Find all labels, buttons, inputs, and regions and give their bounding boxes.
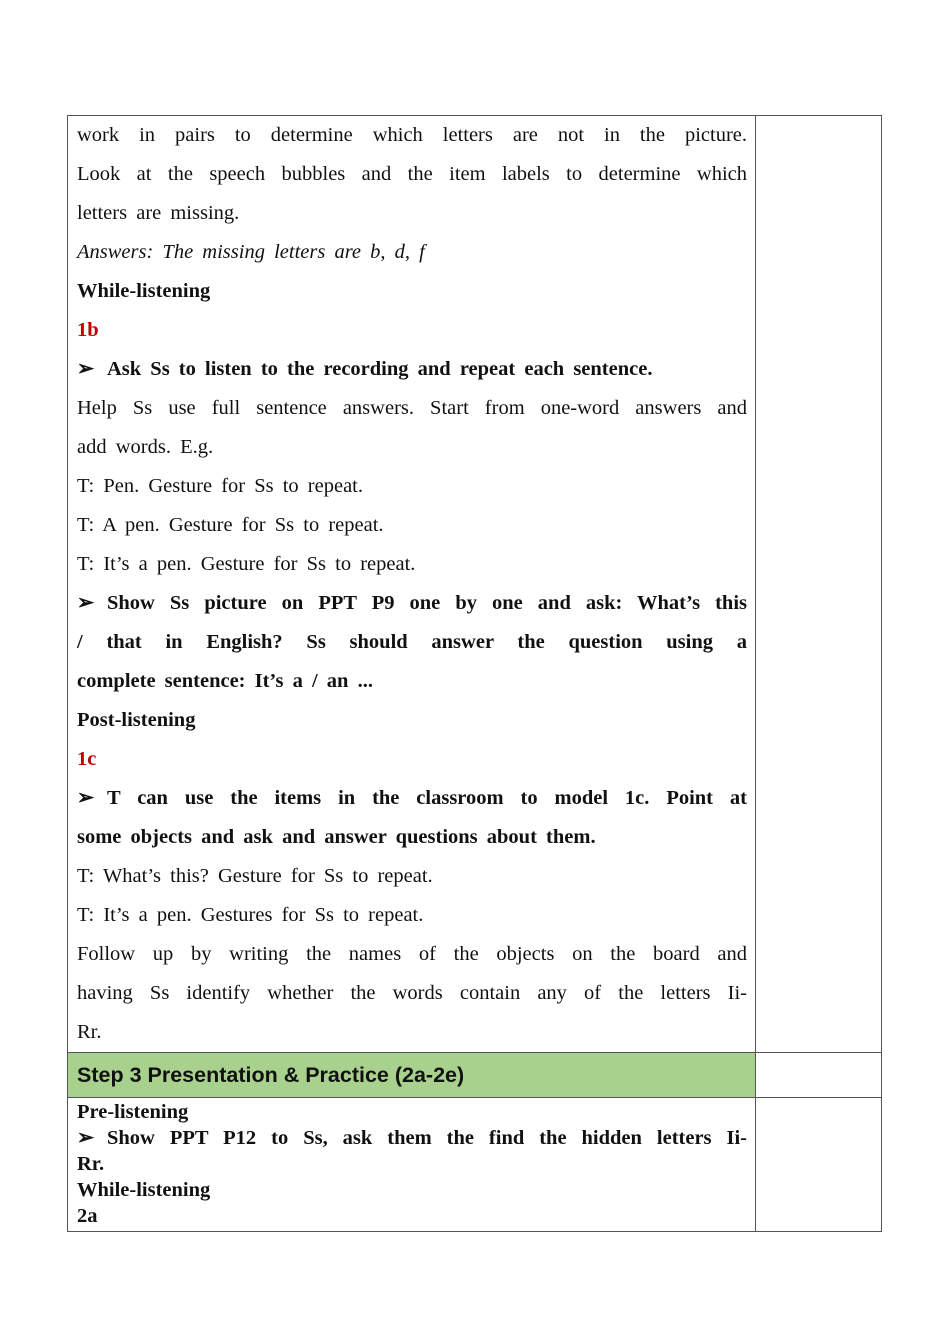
table-row <box>67 115 882 1053</box>
bullet-line: ➢ Show PPT P12 to Ss, ask them the find the hidden letters Ii- <box>77 1127 747 1149</box>
section-heading: Post-listening <box>77 709 196 731</box>
section-heading: While-listening <box>77 280 211 302</box>
activity-tag: 1c <box>77 748 97 770</box>
answers-line: Answers: The missing letters are b, d, f <box>77 241 425 263</box>
text-line: Follow up by writing the names of the objects on the board and <box>77 943 747 965</box>
text-line: complete sentence: It’s a / an ... <box>77 670 373 692</box>
bullet-line: ➢ Ask Ss to listen to the recording and repeat each sentence. <box>77 350 747 389</box>
text-line: Look at the speech bubbles and the item labels to determine which <box>77 163 747 185</box>
arrow-bullet-icon: ➢ <box>77 787 95 809</box>
section-heading: Pre-listening <box>77 1101 189 1123</box>
arrow-bullet-icon: ➢ <box>77 358 95 380</box>
arrow-bullet-icon: ➢ <box>77 1127 95 1149</box>
step-title: Step 3 Presentation & Practice (2a-2e) <box>68 1053 756 1097</box>
dialogue-line: T: It’s a pen. Gestures for Ss to repeat. <box>77 904 424 926</box>
notes-cell <box>756 116 881 1052</box>
dialogue-line: T: It’s a pen. Gesture for Ss to repeat. <box>77 553 416 575</box>
step-header-row <box>67 1053 882 1098</box>
bullet-line: ➢ T can use the items in the classroom to model 1c. Point at <box>77 779 747 818</box>
notes-cell <box>756 1098 881 1231</box>
text-line: Help Ss use full sentence answers. Start from one-word answers and <box>77 397 747 419</box>
content-cell <box>68 1098 756 1231</box>
text-line: Rr. <box>77 1021 102 1043</box>
lesson-plan-table <box>67 115 882 1232</box>
text-line: Rr. <box>77 1153 105 1175</box>
text-line: some objects and ask and answer questions about them. <box>77 826 596 848</box>
activity-tag: 1b <box>77 319 99 341</box>
text-line: / that in English? Ss should answer the question using a <box>77 631 747 653</box>
dialogue-line: T: Pen. Gesture for Ss to repeat. <box>77 475 363 497</box>
activity-tag: 2a <box>77 1205 98 1227</box>
dialogue-line: T: A pen. Gesture for Ss to repeat. <box>77 514 384 536</box>
text-line: letters are missing. <box>77 202 240 224</box>
content-cell <box>68 116 756 1052</box>
text-line: work in pairs to determine which letters are not in the picture. <box>77 124 747 146</box>
text-line: add words. E.g. <box>77 436 214 458</box>
text-line: having Ss identify whether the words contain any of the letters Ii- <box>77 982 747 1004</box>
dialogue-line: T: What’s this? Gesture for Ss to repeat. <box>77 865 433 887</box>
bullet-line: ➢ Show Ss picture on PPT P9 one by one and ask: What’s this <box>77 584 747 623</box>
arrow-bullet-icon: ➢ <box>77 592 95 614</box>
notes-cell <box>756 1053 881 1097</box>
table-row <box>67 1098 882 1232</box>
section-heading: While-listening <box>77 1179 211 1201</box>
